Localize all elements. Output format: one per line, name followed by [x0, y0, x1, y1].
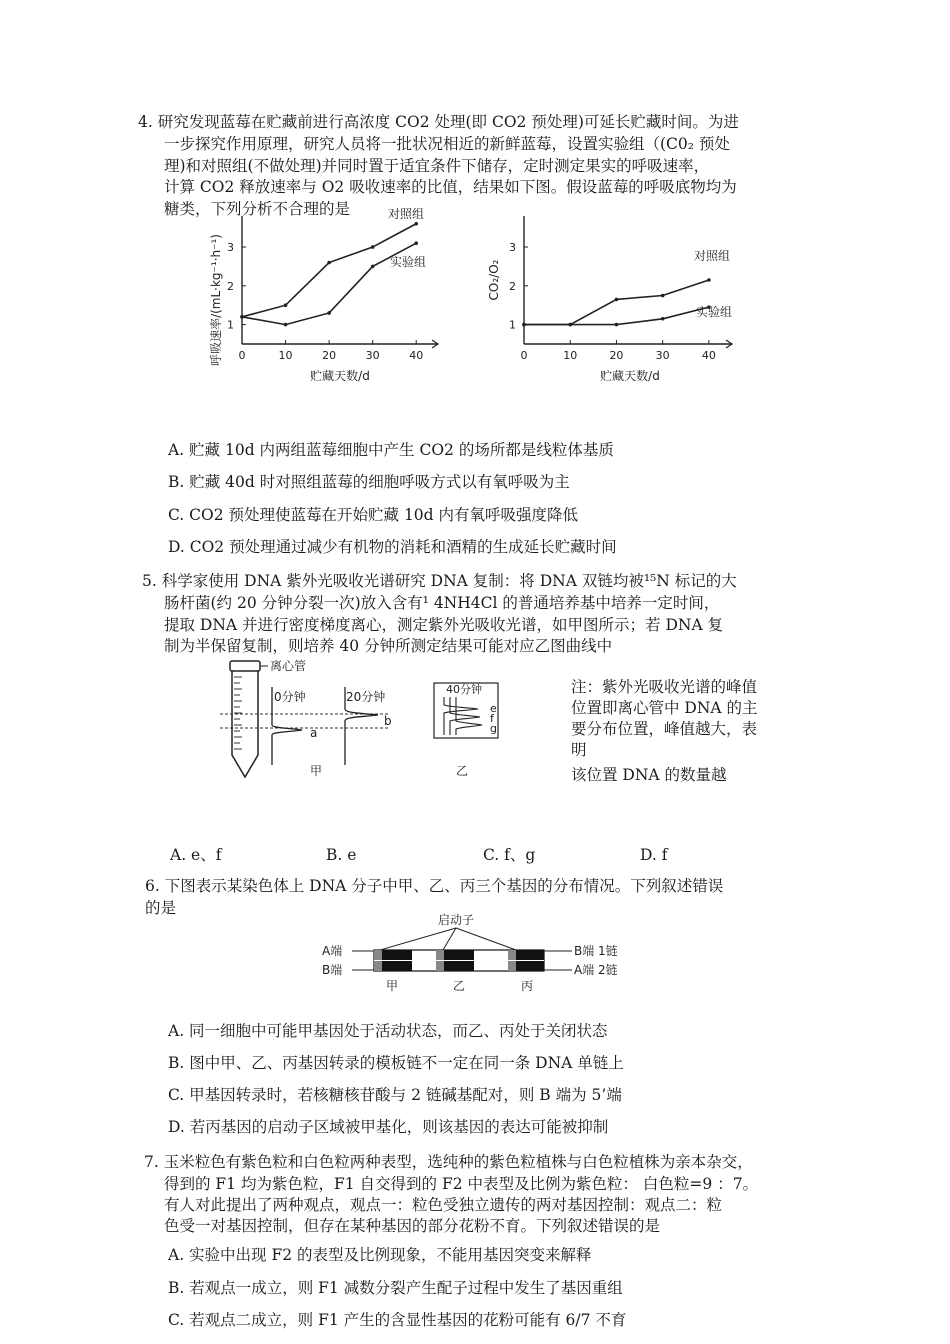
gene-jia-label: 甲 [386, 979, 399, 993]
q5-note-4: 明 [571, 741, 587, 759]
c1-xtick-label: 30 [655, 349, 670, 362]
q4-option-a: A. 贮藏 10d 内两组蓝莓细胞中产生 CO2 的场所都是线粒体基质 [168, 441, 614, 459]
a-end-top: A端 [322, 944, 343, 958]
promoter-label: 启动子 [437, 913, 475, 927]
c0-legend-exp: 实验组 [390, 255, 427, 269]
label-20min: 20分钟 [346, 690, 386, 704]
c0-xlabel: 贮藏天数/d [310, 369, 370, 383]
q7-line-1: 7. 玉米粒色有紫色粒和白色粒两种表型，选纯种的紫色粒植株与白色粒植株为亲本杂交， [144, 1153, 753, 1171]
c1-ylabel: CO₂/O₂ [487, 259, 501, 301]
q6-line-2: 的是 [145, 899, 177, 917]
c0-point [284, 303, 288, 307]
q5-note-5: 该位置 DNA 的数量越 [571, 766, 727, 784]
c0-xtick-label: 0 [238, 349, 246, 362]
label-curve-b: b [384, 714, 392, 728]
q4-line-5: 糖类，下列分析不合理的是 [164, 200, 351, 218]
q5-option-b: B. e [326, 846, 357, 864]
c0-point [327, 311, 331, 315]
c1-point [661, 317, 665, 321]
c1-point [568, 323, 572, 327]
centrifuge-tube [230, 661, 268, 777]
label-curve-a: a [310, 726, 318, 740]
c0-ytick-label: 1 [227, 318, 234, 332]
c1-series-control [524, 280, 709, 325]
c0-xtick-label: 40 [409, 349, 424, 362]
q6-option-d: D. 若丙基因的启动子区域被甲基化，则该基因的表达可能被抑制 [168, 1118, 609, 1136]
b-end-chain1: B端 1链 [574, 944, 618, 958]
q6-option-b: B. 图中甲、乙、丙基因转录的模板链不一定在同一条 DNA 单链上 [168, 1054, 624, 1072]
c1-point [615, 298, 619, 302]
q5-line-2: 肠杆菌(约 20 分钟分裂一次)放入含有¹ 4NH4Cl 的普通培养基中培养一定时间， [164, 594, 720, 612]
q4-line-2: 一步探究作用原理，研究人员将一批状况相近的新鲜蓝莓，设置实验组（(C0₂ 预处 [164, 135, 730, 153]
label-curve-g: g [490, 722, 497, 735]
c1-ytick-label: 3 [509, 241, 516, 255]
c1-legend-control: 对照组 [694, 249, 731, 263]
c1-xtick-label: 20 [609, 349, 624, 362]
caption-yi: 乙 [456, 764, 469, 778]
q5-option-c: C. f、g [483, 846, 536, 864]
q6-line-1: 6. 下图表示某染色体上 DNA 分子中甲、乙、丙三个基因的分布情况。下列叙述错误 [145, 877, 724, 895]
q7-line-2: 得到的 F1 均为紫色粒，F1 自交得到的 F2 中表型及比例为紫色粒： 白色粒=9 ：7。 [164, 1175, 759, 1193]
c0-point [414, 241, 418, 245]
c0-point [240, 315, 244, 319]
q4-option-d: D. CO2 预处理通过减少有机物的消耗和酒精的生成延长贮藏时间 [168, 538, 617, 556]
q5-note-1: 注：紫外光吸收光谱的峰值 [571, 678, 758, 696]
q5-option-d: D. f [640, 846, 668, 864]
b-end-bottom: B端 [322, 963, 343, 977]
q5-line-4: 制为半保留复制，则培养 40 分钟所测定结果可能对应乙图曲线中 [164, 637, 613, 655]
q5-option-a: A. e、f [170, 846, 222, 864]
q7-option-a: A. 实验中出现 F2 的表型及比例现象，不能用基因突变来解释 [168, 1246, 592, 1264]
q7-option-c: C. 若观点二成立，则 F1 产生的含显性基因的花粉可能有 6/7 不育 [168, 1311, 627, 1329]
q4-option-c: C. CO2 预处理使蓝莓在开始贮藏 10d 内有氧呼吸强度降低 [168, 506, 579, 524]
c1-xtick-label: 40 [701, 349, 716, 362]
c1-xlabel: 贮藏天数/d [600, 369, 660, 383]
q4-line-3: 理)和对照组(不做处理)并同时置于适宜条件下储存，定时测定果实的呼吸速率， [164, 157, 710, 175]
c0-ylabel: 呼吸速率/(mL·kg⁻¹·h⁻¹) [209, 234, 223, 366]
gene-bing-label: 丙 [521, 979, 534, 993]
q6-option-c: C. 甲基因转录时，若核糖核苷酸与 2 链碱基配对，则 B 端为 5’端 [168, 1086, 622, 1104]
gene-yi-label: 乙 [453, 979, 466, 993]
c1-point [522, 323, 526, 327]
respiration-rate-chart [200, 207, 460, 390]
c0-series-control [242, 224, 416, 317]
c0-xtick-label: 20 [322, 349, 337, 362]
c1-point [615, 323, 619, 327]
q7-line-4: 色受一对基因控制，但存在某种基因的部分花粉不育。下列叙述错误的是 [164, 1217, 661, 1235]
q4-line-1: 4. 研究发现蓝莓在贮藏前进行高浓度 CO2 处理(即 CO2 预处理)可延长贮藏时间。为进 [138, 113, 739, 131]
centrifuge-figure [210, 655, 520, 780]
label-curve-f: f [490, 712, 494, 725]
c1-point [661, 294, 665, 298]
c0-xtick-label: 30 [365, 349, 380, 362]
c1-point [707, 278, 711, 282]
c0-ytick-label: 3 [227, 241, 234, 255]
c0-legend-control: 对照组 [388, 207, 425, 221]
q4-option-b: B. 贮藏 40d 时对照组蓝莓的细胞呼吸方式以有氧呼吸为主 [168, 473, 570, 491]
c0-ytick-label: 2 [227, 279, 234, 293]
q7-option-b: B. 若观点一成立，则 F1 减数分裂产生配子过程中发生了基因重组 [168, 1279, 623, 1297]
a-end-chain2: A端 2链 [574, 963, 618, 977]
co2-o2-ratio-chart [480, 210, 760, 390]
c0-point [371, 245, 375, 249]
c1-xtick-label: 10 [563, 349, 578, 362]
c0-xtick-label: 10 [278, 349, 293, 362]
label-curve-e: e [490, 702, 497, 715]
q7-line-3: 有人对此提出了两种观点，观点一：粒色受独立遗传的两对基因控制：观点二：粒 [164, 1196, 723, 1214]
tube-label: 离心管 [270, 659, 307, 673]
c1-ytick-label: 2 [509, 279, 516, 293]
q6-option-a: A. 同一细胞中可能甲基因处于活动状态，而乙、丙处于关闭状态 [168, 1022, 608, 1040]
c0-point [371, 265, 375, 269]
dna-gene-figure [318, 910, 648, 995]
c0-point [327, 261, 331, 265]
q5-note-2: 位置即离心管中 DNA 的主 [571, 699, 758, 717]
caption-jia: 甲 [310, 764, 323, 778]
c1-series-experiment [524, 307, 709, 324]
c1-ytick-label: 1 [509, 318, 516, 332]
q4-line-4: 计算 CO2 释放速率与 O2 吸收速率的比值，结果如下图。假设蓝莓的呼吸底物均为 [164, 178, 737, 196]
c1-legend-exp: 实验组 [696, 305, 733, 319]
c1-xtick-label: 0 [520, 349, 528, 362]
q5-note-3: 要分布位置，峰值越大，表 [571, 720, 758, 738]
label-0min: 0分钟 [274, 690, 306, 704]
q5-line-3: 提取 DNA 并进行密度梯度离心，测定紫外光吸收光谱，如甲图所示；若 DNA 复 [164, 616, 724, 634]
c0-point [414, 222, 418, 226]
c0-point [284, 323, 288, 327]
q5-line-1: 5. 科学家使用 DNA 紫外光吸收光谱研究 DNA 复制：将 DNA 双链均被¹⁵N 标记的大 [142, 572, 737, 590]
label-40min: 40分钟 [446, 683, 482, 696]
